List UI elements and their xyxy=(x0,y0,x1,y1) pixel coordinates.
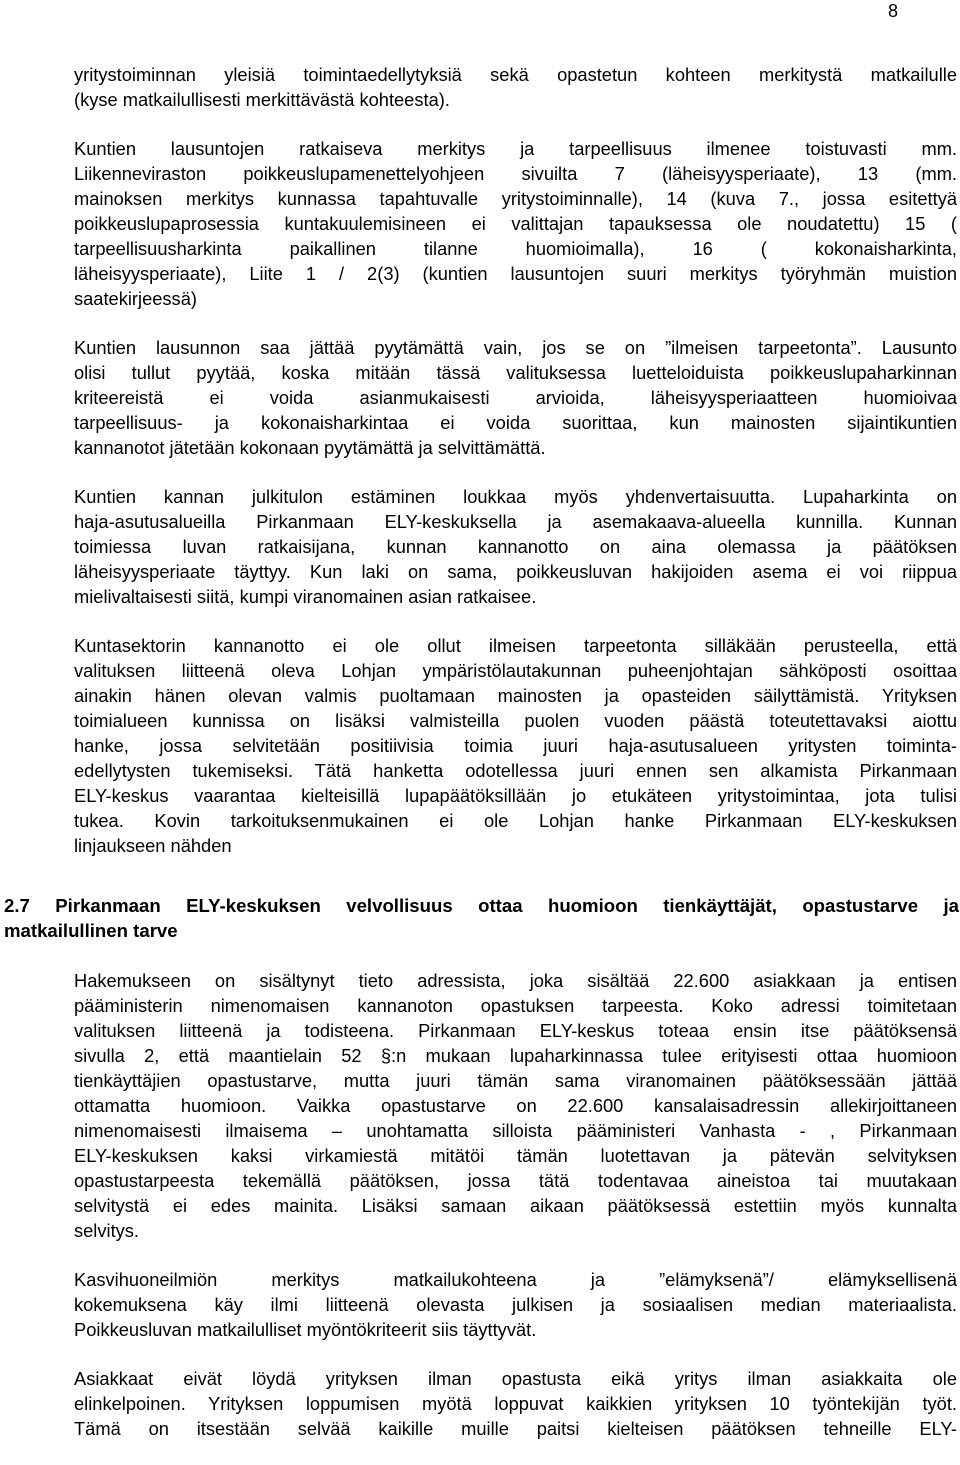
text-line: olisi tullut pyytää, koska mitään tässä valituksessa luetteloiduista poikkeuslupaharkinnan xyxy=(74,362,957,383)
text-line: edellytysten tukemiseksi. Tätä hanketta odotellessa juuri ennen sen alkamista Pirkanmaan xyxy=(74,760,957,781)
paragraph xyxy=(74,335,957,460)
paragraph xyxy=(74,136,957,311)
text-line: läheisyysperiaate), Liite 1 / 2(3) (kuntien lausuntojen suuri merkitys työryhmän muistion xyxy=(74,263,957,284)
text-line: pääministerin nimenomaisen kannanoton opastuksen tarpeesta. Koko adressi toimitetaan xyxy=(74,995,957,1016)
text-line: sivulla 2, että maantielain 52 §:n mukaan lupaharkinnassa tulee erityisesti ottaa huomioon xyxy=(74,1045,957,1066)
text-line: ottamatta huomioon. Vaikka opastustarve on 22.600 kansalaisadressin allekirjoittaneen xyxy=(74,1095,957,1116)
text-line: nimenomaisesti ilmaisema – unohtamatta silloista pääministeri Vanhasta - , Pirkanmaan xyxy=(74,1120,957,1141)
paragraph xyxy=(74,968,957,1243)
text-line: Kuntien lausunnon saa jättää pyytämättä vain, jos se on ”ilmeisen tarpeetonta”. Lausunto xyxy=(74,337,957,358)
text-line: saatekirjeessä) xyxy=(74,288,197,309)
text-line: kannanotot jätetään kokonaan pyytämättä ja selvittämättä. xyxy=(74,437,546,458)
text-line: Hakemukseen on sisältynyt tieto adressista, joka sisältää 22.600 asiakkaan ja entisen xyxy=(74,970,957,991)
page-number: 8 xyxy=(887,1,898,21)
heading-line: matkailullinen tarve xyxy=(4,920,178,941)
text-line: selvitystä ei edes mainita. Lisäksi samaan aikaan päätöksessä estettiin myös kunnalta xyxy=(74,1195,957,1216)
body-text-upper xyxy=(74,62,957,882)
text-line: ELY-keskuksen kaksi virkamiestä mitätöi tämän luotettavan ja pätevän selvityksen xyxy=(74,1145,957,1166)
text-line: poikkeuslupaprosessia kuntakuulemisineen ei valittajan tapauksessa ole noudatettu) 15 ( xyxy=(74,213,957,234)
body-text-lower xyxy=(74,968,957,1465)
paragraph xyxy=(74,62,957,112)
text-line: toimiessa luvan ratkaisijana, kunnan kannanotto on aina olemassa ja päätöksen xyxy=(74,536,957,557)
text-line: hanke, jossa selvitetään positiivisia toimia juuri haja-asutusalueen yritysten toiminta- xyxy=(74,735,957,756)
text-line: tukea. Kovin tarkoituksenmukainen ei ole Lohjan hanke Pirkanmaan ELY-keskuksen xyxy=(74,810,957,831)
text-line: Liikenneviraston poikkeuslupamenettelyohjeen sivuilta 7 (läheisyysperiaate), 13 (mm. xyxy=(74,163,957,184)
text-line: kokemuksena käy ilmi liitteenä olevasta julkisen ja sosiaalisen median materiaalista. xyxy=(74,1294,957,1315)
paragraph xyxy=(74,1366,957,1441)
text-line: haja-asutusalueilla Pirkanmaan ELY-keskuksella ja asemakaava-alueella kunnilla. Kunnan xyxy=(74,511,957,532)
text-line: Kuntasektorin kannanotto ei ole ollut ilmeisen tarpeetonta silläkään perusteella, että xyxy=(74,635,957,656)
heading-line: 2.7 Pirkanmaan ELY-keskuksen velvollisuus ottaa huomioon tienkäyttäjät, opastustarve ja xyxy=(4,895,959,916)
text-line: Poikkeusluvan matkailulliset myöntökriteerit siis täyttyvät. xyxy=(74,1319,537,1340)
text-line: linjaukseen nähden xyxy=(74,835,232,856)
text-line: valituksen liitteenä ja todisteena. Pirkanmaan ELY-keskus toteaa ensin itse päätöksensä xyxy=(74,1020,957,1041)
text-line: Asiakkaat eivät löydä yrityksen ilman opastusta eikä yritys ilman asiakkaita ole xyxy=(74,1368,957,1389)
text-line: (kyse matkailullisesti merkittävästä kohteesta). xyxy=(74,89,450,110)
text-line: mielivaltaisesti siitä, kumpi viranomainen asian ratkaisee. xyxy=(74,586,537,607)
text-line: elinkelpoinen. Yrityksen loppumisen myötä loppuvat kaikkien yrityksen 10 työntekijän työt. xyxy=(74,1393,957,1414)
paragraph xyxy=(74,633,957,858)
text-line: toimialueen kunnissa on lisäksi valmisteilla puolen vuoden päästä toteutettavaksi aiottu xyxy=(74,710,957,731)
text-line: ainakin hänen olevan valmis puoltamaan mainosten ja opasteiden säilyttämistä. Yrityksen xyxy=(74,685,957,706)
text-line: Kuntien lausuntojen ratkaiseva merkitys ja tarpeellisuus ilmenee toistuvasti mm. xyxy=(74,138,957,159)
text-line: selvitys. xyxy=(74,1220,140,1241)
text-line: opastustarpeesta tekemällä päätöksen, jossa tätä todentavaa aineistoa tai muutakaan xyxy=(74,1170,957,1191)
text-line: yritystoiminnan yleisiä toimintaedellytyksiä sekä opastetun kohteen merkitystä matkailulle xyxy=(74,64,957,85)
paragraph xyxy=(74,1267,957,1342)
text-line: Kasvihuoneilmiön merkitys matkailukohteena ja ”elämyksenä”/ elämyksellisenä xyxy=(74,1269,957,1290)
text-line: tienkäyttäjien opastustarve, mutta juuri tämän sama viranomainen päätöksessään jättää xyxy=(74,1070,957,1091)
text-line: mainoksen merkitys kunnassa tapahtuvalle yritystoiminnalle), 14 (kuva 7., jossa esitettyä xyxy=(74,188,957,209)
paragraph xyxy=(74,484,957,609)
text-line: kriteereistä ei voida asianmukaisesti arvioida, läheisyysperiaatteen huomioivaa xyxy=(74,387,957,408)
section-heading xyxy=(4,893,959,943)
text-line: läheisyysperiaate täyttyy. Kun laki on sama, poikkeusluvan hakijoiden asema ei voi riippua xyxy=(74,561,957,582)
text-line: Tämä on itsestään selvää kaikille muille paitsi kielteisen päätöksen tehneille ELY- xyxy=(74,1418,957,1439)
text-line: valituksen liitteenä oleva Lohjan ympäristölautakunnan puheenjohtajan sähköposti osoittaa xyxy=(74,660,957,681)
text-line: tarpeellisuusharkinta paikallinen tilanne huomioimalla), 16 ( kokonaisharkinta, xyxy=(74,238,957,259)
text-line: ELY-keskus vaarantaa kielteisillä lupapäätöksillään jo etukäteen yritystoimintaa, jota tulisi xyxy=(74,785,957,806)
text-line: tarpeellisuus- ja kokonaisharkintaa ei voida suorittaa, kun mainosten sijaintikuntien xyxy=(74,412,957,433)
text-line: Kuntien kannan julkitulon estäminen loukkaa myös yhdenvertaisuutta. Lupaharkinta on xyxy=(74,486,957,507)
